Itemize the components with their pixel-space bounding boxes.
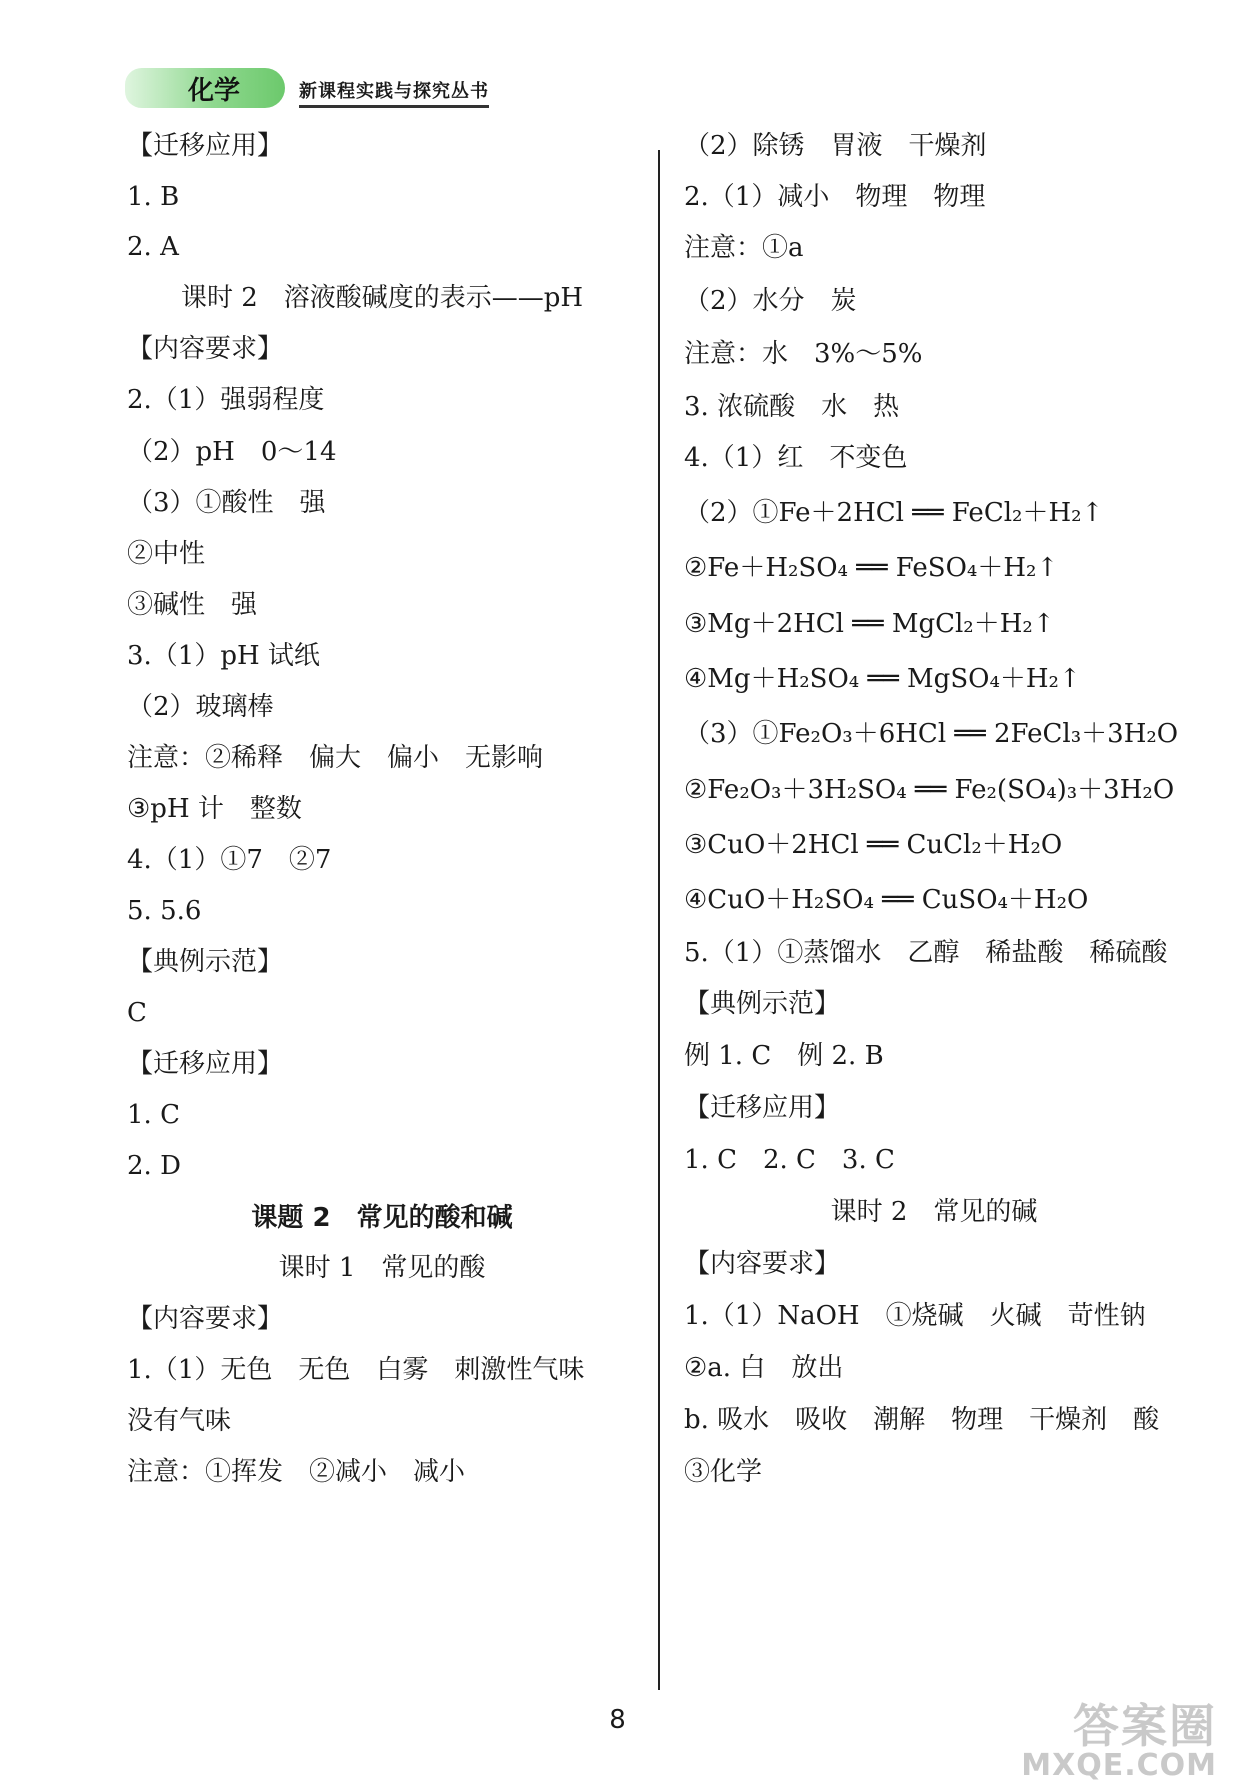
answer-line: 1.（1）无色 无色 白雾 刺激性气味 xyxy=(127,1355,585,1385)
answer-line: （2）除锈 胃液 干燥剂 xyxy=(684,131,987,161)
answer-line: 例 1. C 例 2. B xyxy=(684,1041,884,1071)
answer-line: 注意：①挥发 ②减小 减小 xyxy=(127,1457,466,1487)
answer-line: ②a. 白 放出 xyxy=(684,1353,844,1383)
answer-line: 5. 5.6 xyxy=(127,896,202,926)
topic-title: 课题 2 常见的酸和碱 xyxy=(251,1203,513,1233)
answer-line: 2.（1）减小 物理 物理 xyxy=(684,182,986,212)
answer-line: b. 吸水 吸收 潮解 物理 干燥剂 酸 xyxy=(684,1405,1160,1435)
section-heading: 【内容要求】 xyxy=(127,1304,284,1334)
section-heading: 【典例示范】 xyxy=(127,947,284,977)
equation-line: ②Fe＋H₂SO₄ ══ FeSO₄＋H₂↑ xyxy=(684,553,1059,583)
answer-line: 2. A xyxy=(127,232,179,262)
answer-line: 1. C xyxy=(127,1100,180,1130)
answer-line: ③pH 计 整数 xyxy=(127,794,302,824)
equation-line: ③CuO＋2HCl ══ CuCl₂＋H₂O xyxy=(684,830,1063,860)
answer-line: （2）水分 炭 xyxy=(684,286,857,316)
lesson-title: 课时 1 常见的酸 xyxy=(278,1253,486,1283)
answer-line: ③碱性 强 xyxy=(127,590,258,620)
answer-line: 注意：②稀释 偏大 偏小 无影响 xyxy=(127,743,544,773)
series-title: 新课程实践与探究丛书 xyxy=(299,81,489,108)
equation-line: ④CuO＋H₂SO₄ ══ CuSO₄＋H₂O xyxy=(684,885,1089,915)
answer-line: 5.（1）①蒸馏水 乙醇 稀盐酸 稀硫酸 xyxy=(684,938,1168,968)
page-header xyxy=(125,68,489,108)
column-divider xyxy=(658,150,660,1690)
page-number: 8 xyxy=(609,1705,626,1735)
equation-line: ③Mg＋2HCl ══ MgCl₂＋H₂↑ xyxy=(684,609,1055,639)
equation-line: ②Fe₂O₃＋3H₂SO₄ ══ Fe₂(SO₄)₃＋3H₂O xyxy=(684,775,1175,805)
section-heading: 【迁移应用】 xyxy=(684,1093,841,1123)
answer-line: 没有气味 xyxy=(127,1406,232,1436)
answer-line: 4.（1）红 不变色 xyxy=(684,443,908,473)
answer-line: 1.（1）NaOH ①烧碱 火碱 苛性钠 xyxy=(684,1301,1146,1331)
section-heading: 【迁移应用】 xyxy=(127,131,284,161)
answer-line: 注意：①a xyxy=(684,233,804,263)
answer-line: 注意：水 3%～5% xyxy=(684,339,923,369)
watermark-url: MXQE.COM xyxy=(1021,1748,1217,1783)
watermark xyxy=(1021,1699,1217,1783)
lesson-title: 课时 2 常见的碱 xyxy=(830,1197,1038,1227)
answer-line: （3）①酸性 强 xyxy=(127,488,326,518)
answer-line: 4.（1）①7 ②7 xyxy=(127,845,332,875)
answer-line: ③化学 xyxy=(684,1457,763,1487)
watermark-brand: 答案圈 xyxy=(1073,1699,1217,1753)
section-heading: 【典例示范】 xyxy=(684,989,841,1019)
answer-line: （2）pH 0～14 xyxy=(127,437,337,467)
answer-line: 3. 浓硫酸 水 热 xyxy=(684,392,900,422)
answer-line: （2）玻璃棒 xyxy=(127,692,274,722)
lesson-title: 课时 2 溶液酸碱度的表示——pH xyxy=(180,283,584,313)
answer-line: 2.（1）强弱程度 xyxy=(127,385,325,415)
section-heading: 【迁移应用】 xyxy=(127,1049,284,1079)
answer-line: 1. B xyxy=(127,182,180,212)
section-heading: 【内容要求】 xyxy=(684,1249,841,1279)
answer-line: 3.（1）pH 试纸 xyxy=(127,641,320,671)
answer-line: 2. D xyxy=(127,1151,181,1181)
subject-tab: 化学 xyxy=(125,68,285,108)
answer-line: 1. C 2. C 3. C xyxy=(684,1145,895,1175)
answer-line: C xyxy=(127,998,147,1028)
equation-line: ④Mg＋H₂SO₄ ══ MgSO₄＋H₂↑ xyxy=(684,664,1081,694)
section-heading: 【内容要求】 xyxy=(127,334,284,364)
answer-line: ②中性 xyxy=(127,539,206,569)
equation-line: （3）①Fe₂O₃＋6HCl ══ 2FeCl₃＋3H₂O xyxy=(684,719,1179,749)
equation-line: （2）①Fe＋2HCl ══ FeCl₂＋H₂↑ xyxy=(684,498,1104,528)
